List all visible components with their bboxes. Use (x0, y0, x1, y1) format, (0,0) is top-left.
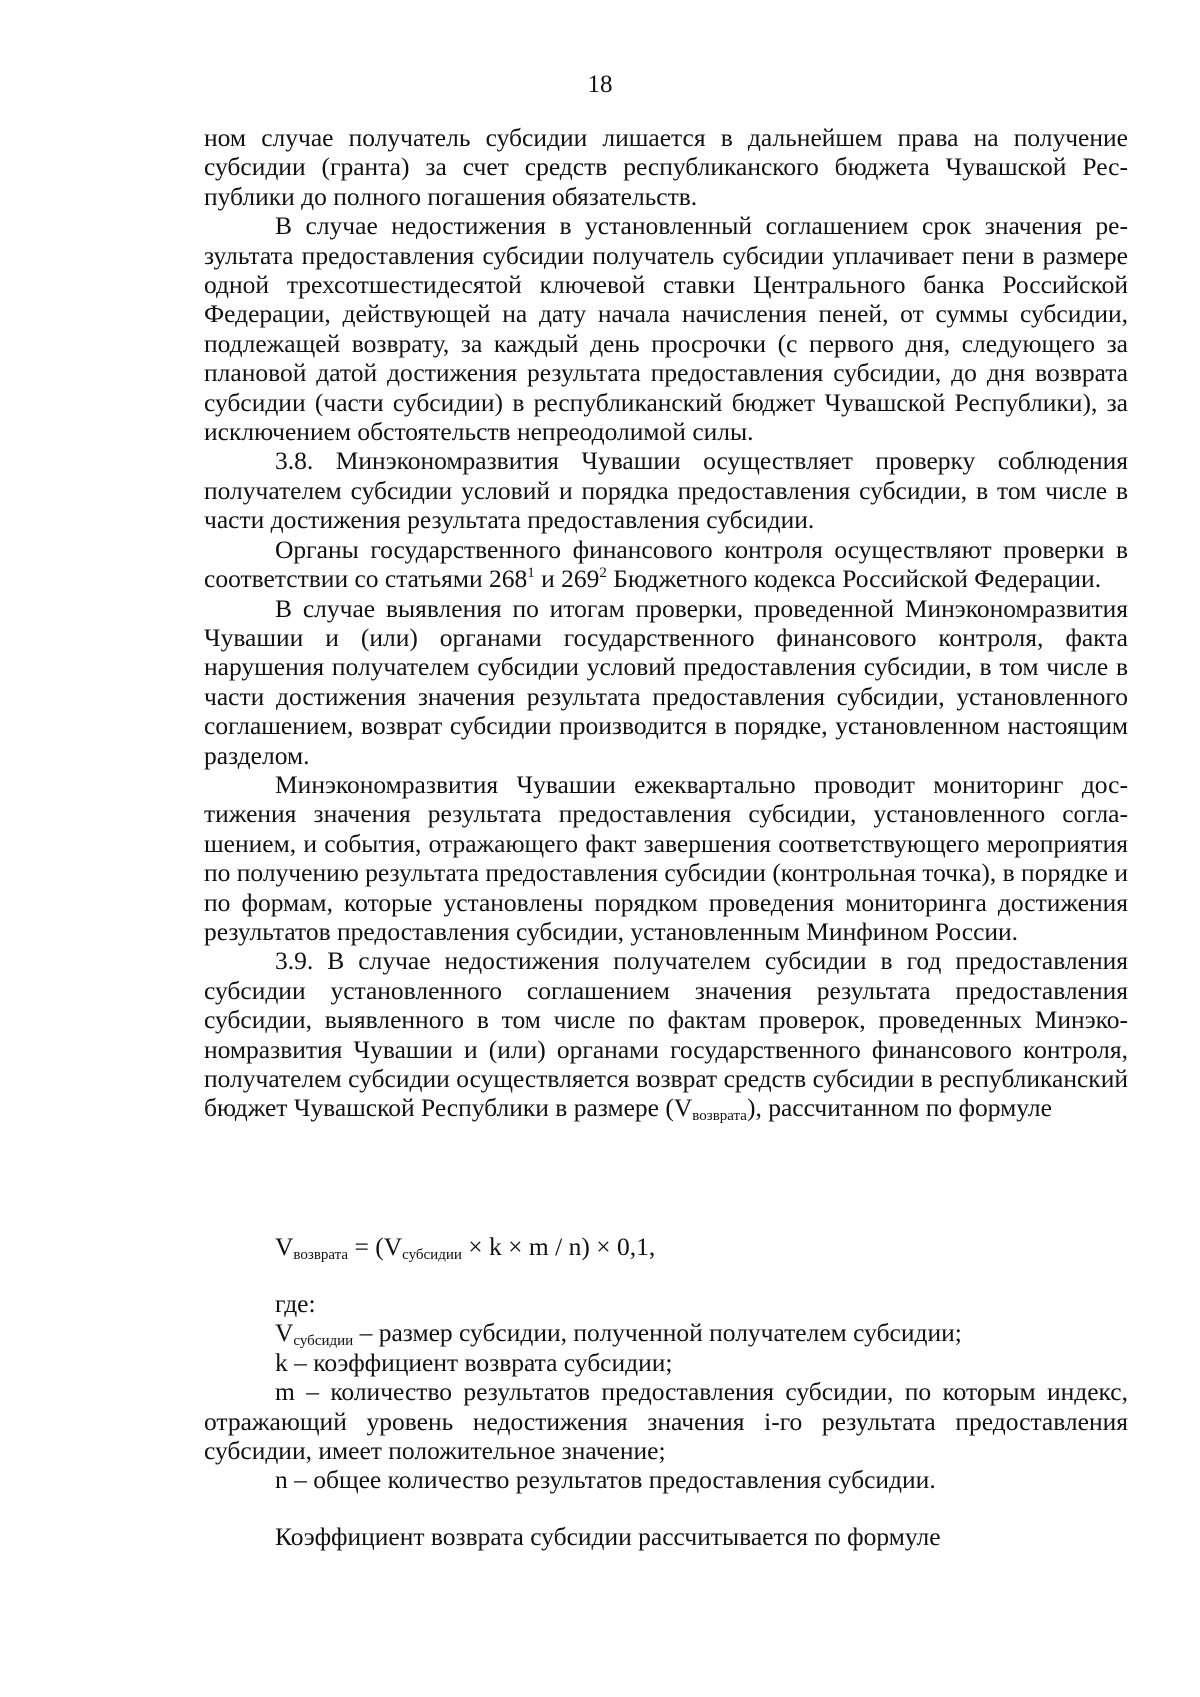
return-text-1: 3.9. В случае недостижения получателем субсидии в год предоставления субсидии установленного соглашением значения результата предоставления субсидии, выявленного в том числе по фактам проверок, проведенных Минэкономразвития Чувашии и (или) органами государственного финансового контроля, получателем субсидии осуществляется возврат средств субсидии в республиканский бюджет Чувашской Республики в размере (V (204, 946, 1128, 1123)
formula-rest: × k × m / n) × 0,1, (461, 1232, 656, 1261)
audit-text-2: и 269 (534, 564, 600, 594)
definition-v-text: – размер субсидии, полученной получателем субсидии; (353, 1318, 962, 1348)
return-text-2: ), рассчитанном по формуле (746, 1093, 1052, 1123)
return-subscript: возврата (692, 1108, 747, 1125)
definition-v (204, 1318, 1128, 1350)
audit-text-3: Бюджетного кодекса Российской Федерации. (606, 564, 1102, 594)
definition-v-subscript: субсидии (293, 1333, 354, 1350)
definition-where: где: (275, 1289, 316, 1318)
formula-v: V (275, 1232, 294, 1261)
paragraph-3-8: 3.8. Минэкономразвития Чувашии осуществляет проверку соблюдения получателем субсидии условий и порядка предоставления субсидии, в том числе в части достижения результата предоставления субсидии. (204, 446, 1128, 535)
return-formula (275, 1232, 655, 1262)
paragraph-audit (204, 535, 1128, 594)
formula-eq: = (V (348, 1232, 403, 1261)
definition-m: m – количество результатов предоставления субсидии, по которым индекс, отражающий уровень недостижения значения i-го результата предоставления субсидии, имеет положительное значение; (204, 1377, 1128, 1466)
superscript-1: 1 (527, 565, 535, 582)
paragraph-3-9 (204, 946, 1128, 1125)
definition-k: k – коэффициент возврата субсидии; (275, 1347, 673, 1377)
paragraph-monitoring: Минэкономразвития Чувашии ежеквартально проводит мониторинг достижения значения результата предоставления субсидии, установленного соглашением, и события, отражающего факт завершения соответствующего мероприятия по получению результата предоставления субсидии (контрольная точка), в порядке и по формам, которые установлены порядком проведения мониторинга достижения результатов предоставления субсидии, установленным Минфином России. (204, 769, 1128, 946)
formula-sub-subsidy: субсидии (402, 1247, 462, 1263)
closing-line: Коэффициент возврата субсидии рассчитывается по формуле (275, 1522, 941, 1551)
page-number: 18 (587, 71, 613, 98)
audit-text-1: Органы государственного финансового контроля осуществляют проверки в соответствии со статьями 268 (204, 534, 1128, 594)
body-text (204, 123, 1128, 1123)
definition-v-symbol: V (275, 1318, 294, 1348)
definition-n: n – общее количество результатов предоставления субсидии. (275, 1465, 936, 1495)
superscript-2: 2 (599, 565, 607, 582)
formula-definitions (204, 1289, 1128, 1495)
formula-sub-return: возврата (293, 1247, 349, 1263)
paragraph-violation: В случае выявления по итогам проверки, проведенной Минэкономразвития Чувашии и (или) органами государственного финансового контроля, факта нарушения получателем субсидии условий предоставления субсидии, в том числе в части достижения значения результата предоставления субсидии, установленного соглашением, возврат субсидии производится в порядке, установленном настоящим разделом. (204, 593, 1128, 770)
paragraph-continuation: ном случае получатель субсидии лишается в дальнейшем права на получение субсидии (гранта) за счет средств республиканского бюджета Чувашской Республики до полного погашения обязательств. (204, 123, 1128, 211)
paragraph-penalty: В случае недостижения в установленный соглашением срок значения результата предоставления субсидии получатель субсидии уплачивает пени в размере одной трехсотшестидесятой ключевой ставки Центрального банка Российской Федерации, действующей на дату начала начисления пеней, от суммы субсидии, подлежащей возврату, за каждый день просрочки (с первого дня, следующего за плановой датой достижения результата предоставления субсидии, до дня возврата субсидии (части субсидии) в республиканский бюджет Чувашской Республики), за исключением обстоятельств непреодолимой силы. (204, 211, 1128, 447)
